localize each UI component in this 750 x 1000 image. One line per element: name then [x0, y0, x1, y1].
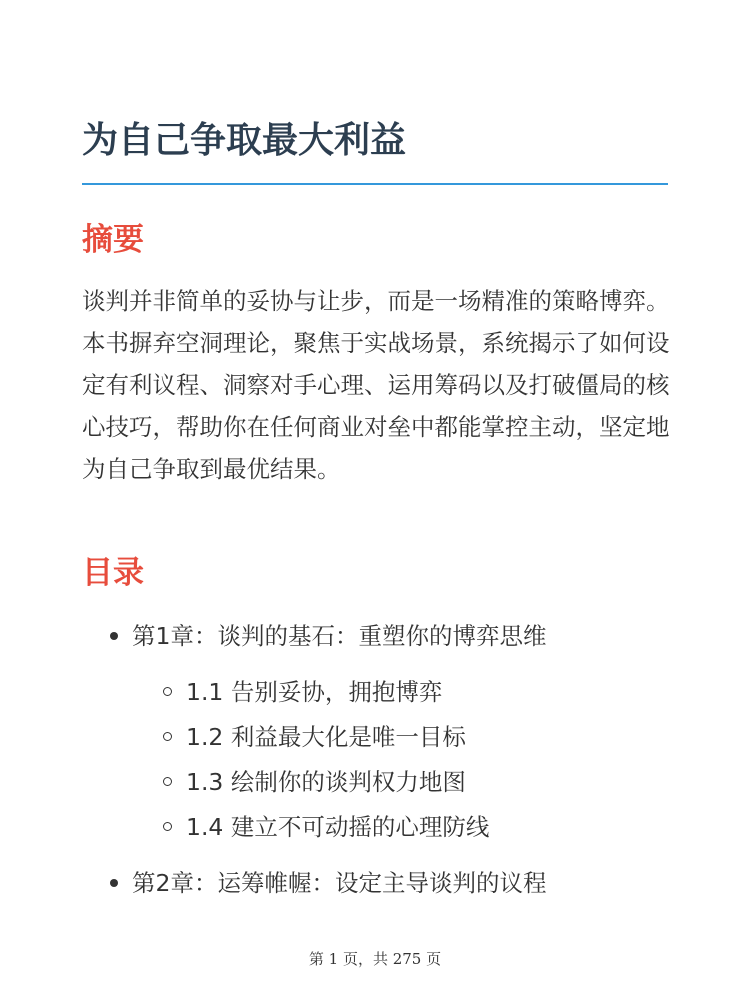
toc-chapter-label: 第1章：谈判的基石：重塑你的博弈思维 — [132, 622, 547, 650]
circle-bullet-icon — [163, 687, 172, 696]
page-footer: 第 1 页，共 275 页 — [308, 950, 442, 968]
toc-chapter-label: 第2章：运筹帷幄：设定主导谈判的议程 — [132, 869, 547, 897]
bullet-icon — [110, 632, 118, 640]
abstract-heading: 摘要 — [82, 222, 144, 258]
bullet-icon — [110, 879, 118, 887]
circle-bullet-icon — [163, 822, 172, 831]
toc-chapter-1[interactable] — [110, 621, 546, 651]
toc-heading: 目录 — [82, 555, 144, 591]
circle-bullet-icon — [163, 777, 172, 786]
toc-section-1-4[interactable] — [163, 812, 489, 842]
toc-chapter-2[interactable] — [110, 868, 546, 898]
toc-section-label: 1.4 建立不可动摇的心理防线 — [186, 813, 490, 841]
title-divider — [82, 183, 668, 185]
toc-section-1-3[interactable] — [163, 767, 466, 797]
toc-section-label: 1.1 告别妥协，拥抱博弈 — [186, 678, 443, 706]
page-title: 为自己争取最大利益 — [82, 120, 407, 161]
toc-section-1-1[interactable] — [163, 677, 442, 707]
abstract-paragraph: 谈判并非简单的妥协与让步，而是一场精准的策略博弈。本书摒弃空洞理论，聚焦于实战场景，系统揭示了如何设定有利议程、洞察对手心理、运用筹码以及打破僵局的核心技巧，帮助你在任何商业对垒中都能掌控主动，坚定地为自己争取到最优结果。 — [82, 287, 670, 483]
toc-section-label: 1.2 利益最大化是唯一目标 — [186, 723, 466, 751]
toc-section-label: 1.3 绘制你的谈判权力地图 — [186, 768, 466, 796]
circle-bullet-icon — [163, 732, 172, 741]
toc-section-1-2[interactable] — [163, 722, 466, 752]
